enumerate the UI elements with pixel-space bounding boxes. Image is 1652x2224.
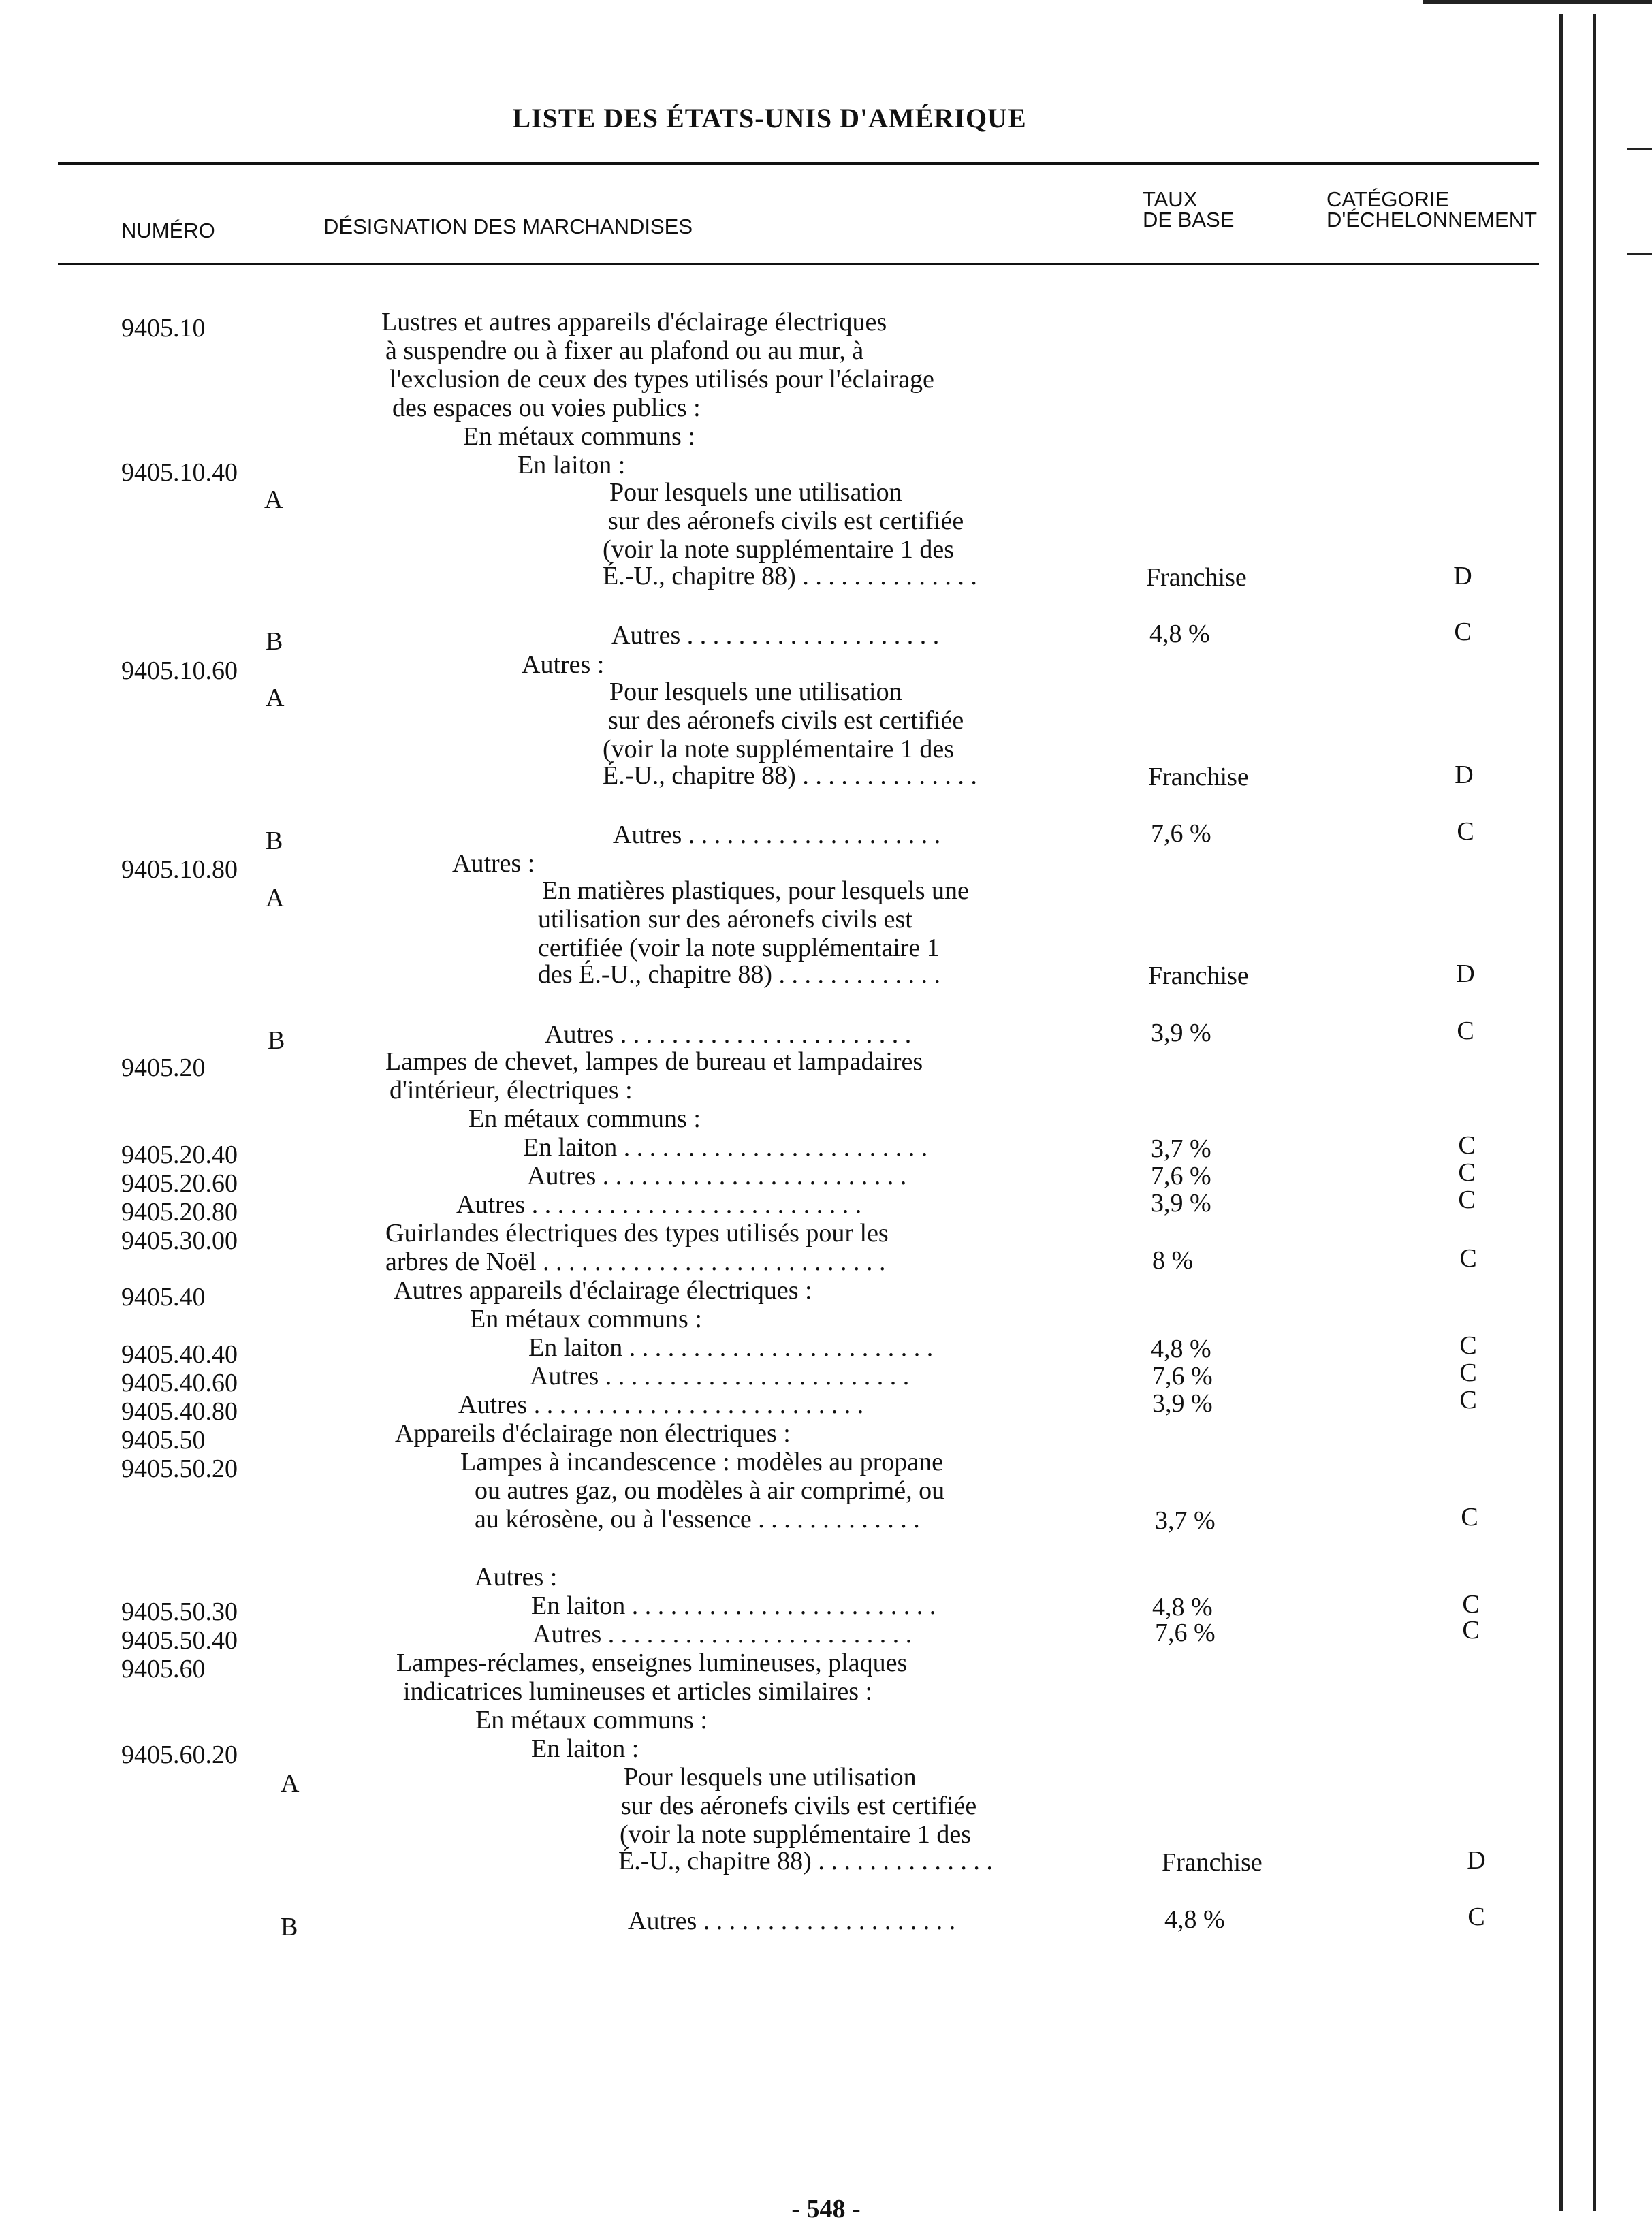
designation-line: ou autres gaz, ou modèles à air comprimé, ou <box>475 1476 945 1505</box>
designation-line: arbres de Noël . . . . . . . . . . . . . . . . . . . . . . . . . . . <box>385 1248 886 1276</box>
tariff-code: 9405.10.40 <box>121 458 238 487</box>
scan-edge-right-outer <box>1593 14 1596 2211</box>
staging-category: C <box>1457 817 1474 846</box>
designation-line: É.-U., chapitre 88) . . . . . . . . . . . . . . <box>618 1847 993 1875</box>
designation-line: sur des aéronefs civils est certifiée <box>621 1792 977 1820</box>
base-rate: 3,7 % <box>1155 1506 1216 1535</box>
designation-line: Appareils d'éclairage non électriques : <box>395 1419 791 1448</box>
staging-category: C <box>1459 1359 1477 1387</box>
tariff-code: 9405.50.30 <box>121 1598 238 1626</box>
designation-line: En laiton . . . . . . . . . . . . . . . . . . . . . . . . <box>523 1133 928 1162</box>
scan-tick-2 <box>1627 253 1652 255</box>
tariff-code: 9405.40 <box>121 1283 206 1312</box>
sub-item-letter: B <box>268 1026 285 1055</box>
header-categorie-2: D'ÉCHELONNEMENT <box>1327 208 1538 232</box>
designation-line: Autres . . . . . . . . . . . . . . . . . . . . . . . . . . <box>458 1391 864 1419</box>
scan-edge-right <box>1559 14 1563 2211</box>
sub-item-letter: A <box>266 684 285 712</box>
base-rate: 7,6 % <box>1151 819 1211 848</box>
staging-category: D <box>1455 761 1474 789</box>
designation-line: En métaux communs : <box>463 422 695 451</box>
designation-line: Guirlandes électriques des types utilisés pour les <box>385 1219 889 1248</box>
base-rate: Franchise <box>1148 962 1249 990</box>
sub-item-letter: A <box>281 1769 300 1798</box>
designation-line: Autres . . . . . . . . . . . . . . . . . . . . . . . . <box>533 1620 912 1649</box>
designation-line: En laiton : <box>531 1734 639 1763</box>
sub-item-letter: A <box>266 884 285 912</box>
tariff-code: 9405.20.80 <box>121 1198 238 1226</box>
base-rate: 7,6 % <box>1152 1362 1213 1391</box>
designation-line: Pour lesquels une utilisation <box>609 478 902 507</box>
designation-line: En laiton : <box>518 451 626 479</box>
staging-category: C <box>1459 1331 1477 1360</box>
base-rate: Franchise <box>1146 563 1247 592</box>
scan-edge-top <box>1423 0 1652 4</box>
base-rate: 3,7 % <box>1151 1134 1211 1163</box>
sub-item-letter: B <box>266 627 283 656</box>
designation-line: l'exclusion de ceux des types utilisés pour l'éclairage <box>390 365 934 394</box>
designation-line: (voir la note supplémentaire 1 des <box>603 535 955 564</box>
header-top-rule <box>58 162 1539 165</box>
designation-line: Autres : <box>475 1563 558 1591</box>
staging-category: C <box>1458 1158 1476 1187</box>
base-rate: Franchise <box>1148 763 1249 791</box>
staging-category: D <box>1467 1846 1486 1875</box>
tariff-code: 9405.20.60 <box>121 1169 238 1198</box>
staging-category: C <box>1459 1244 1477 1273</box>
tariff-code: 9405.40.80 <box>121 1397 238 1426</box>
staging-category: C <box>1462 1590 1480 1619</box>
header-taux-1: TAUX <box>1143 187 1198 211</box>
base-rate: 3,9 % <box>1151 1189 1211 1218</box>
designation-line: Autres : <box>522 650 605 679</box>
scan-tick-1 <box>1627 148 1652 150</box>
staging-category: C <box>1454 618 1472 646</box>
tariff-code: 9405.40.40 <box>121 1340 238 1369</box>
designation-line: à suspendre ou à fixer au plafond ou au mur, à <box>385 336 864 365</box>
base-rate: 4,8 % <box>1149 620 1210 648</box>
designation-line: Autres . . . . . . . . . . . . . . . . . . . . <box>611 621 940 650</box>
designation-line: En métaux communs : <box>468 1105 701 1133</box>
base-rate: Franchise <box>1162 1848 1262 1877</box>
designation-line: É.-U., chapitre 88) . . . . . . . . . . . . . . <box>603 761 977 790</box>
designation-line: (voir la note supplémentaire 1 des <box>603 735 955 763</box>
base-rate: 4,8 % <box>1151 1335 1211 1363</box>
tariff-code: 9405.50.20 <box>121 1455 238 1483</box>
designation-line: En laiton . . . . . . . . . . . . . . . . . . . . . . . . <box>531 1591 936 1620</box>
base-rate: 4,8 % <box>1164 1905 1225 1934</box>
staging-category: C <box>1457 1017 1474 1045</box>
tariff-code: 9405.50.40 <box>121 1626 238 1655</box>
staging-category: C <box>1458 1186 1476 1214</box>
designation-line: au kérosène, ou à l'essence . . . . . . . . . . . . . <box>475 1505 920 1534</box>
designation-line: É.-U., chapitre 88) . . . . . . . . . . . . . . <box>603 562 977 590</box>
designation-line: d'intérieur, électriques : <box>390 1076 633 1105</box>
base-rate: 4,8 % <box>1152 1593 1213 1621</box>
page-title: LISTE DES ÉTATS-UNIS D'AMÉRIQUE <box>512 103 1027 133</box>
base-rate: 7,6 % <box>1155 1619 1216 1647</box>
designation-line: Autres . . . . . . . . . . . . . . . . . . . . . . . . <box>530 1362 910 1391</box>
designation-line: des É.-U., chapitre 88) . . . . . . . . . . . . . <box>538 960 940 989</box>
designation-line: En laiton . . . . . . . . . . . . . . . . . . . . . . . . <box>528 1333 934 1362</box>
tariff-code: 9405.10.80 <box>121 855 238 884</box>
base-rate: 8 % <box>1152 1246 1194 1275</box>
designation-line: En métaux communs : <box>470 1305 702 1333</box>
page-number: - 548 - <box>791 2195 861 2223</box>
sub-item-letter: B <box>281 1913 298 1941</box>
header-numero: NUMÉRO <box>121 219 215 242</box>
designation-line: Pour lesquels une utilisation <box>609 678 902 706</box>
designation-line: (voir la note supplémentaire 1 des <box>620 1820 972 1849</box>
staging-category: C <box>1458 1131 1476 1160</box>
tariff-code: 9405.60 <box>121 1655 206 1683</box>
designation-line: Lampes à incandescence : modèles au propane <box>460 1448 944 1476</box>
staging-category: C <box>1467 1903 1485 1931</box>
designation-line: des espaces ou voies publics : <box>392 394 701 422</box>
tariff-code: 9405.30.00 <box>121 1226 238 1255</box>
designation-line: sur des aéronefs civils est certifiée <box>608 507 964 535</box>
tariff-code: 9405.60.20 <box>121 1741 238 1769</box>
designation-line: sur des aéronefs civils est certifiée <box>608 706 964 735</box>
designation-line: Autres appareils d'éclairage électriques : <box>394 1276 812 1305</box>
designation-line: Autres . . . . . . . . . . . . . . . . . . . . . . . . <box>527 1162 907 1190</box>
designation-line: Autres . . . . . . . . . . . . . . . . . . . . <box>628 1907 956 1935</box>
designation-line: En métaux communs : <box>475 1706 708 1734</box>
header-designation: DÉSIGNATION DES MARCHANDISES <box>323 215 693 238</box>
designation-line: Autres . . . . . . . . . . . . . . . . . . . . <box>613 821 941 849</box>
tariff-code: 9405.50 <box>121 1426 206 1455</box>
header-taux-2: DE BASE <box>1143 208 1235 232</box>
designation-line: Autres . . . . . . . . . . . . . . . . . . . . . . . <box>545 1020 912 1049</box>
tariff-code: 9405.20 <box>121 1053 206 1082</box>
tariff-code: 9405.10 <box>121 314 206 343</box>
staging-category: C <box>1462 1616 1480 1645</box>
base-rate: 7,6 % <box>1151 1162 1211 1190</box>
staging-category: C <box>1459 1386 1477 1414</box>
tariff-code: 9405.40.60 <box>121 1369 238 1397</box>
designation-line: certifiée (voir la note supplémentaire 1 <box>538 934 940 962</box>
designation-line: Lampes-réclames, enseignes lumineuses, plaques <box>396 1649 908 1677</box>
designation-line: Autres . . . . . . . . . . . . . . . . . . . . . . . . . . <box>456 1190 862 1219</box>
header-categorie-1: CATÉGORIE <box>1327 187 1450 211</box>
designation-line: Lustres et autres appareils d'éclairage électriques <box>381 308 887 336</box>
staging-category: D <box>1453 562 1472 590</box>
designation-line: Autres : <box>452 849 535 878</box>
staging-category: C <box>1461 1503 1478 1531</box>
base-rate: 3,9 % <box>1152 1389 1213 1418</box>
base-rate: 3,9 % <box>1151 1019 1211 1047</box>
sub-item-letter: A <box>264 486 283 514</box>
tariff-code: 9405.20.40 <box>121 1141 238 1169</box>
tariff-code: 9405.10.60 <box>121 656 238 685</box>
designation-line: Lampes de chevet, lampes de bureau et lampadaires <box>385 1047 923 1076</box>
designation-line: Pour lesquels une utilisation <box>624 1763 917 1792</box>
staging-category: D <box>1456 959 1475 988</box>
header-bottom-rule <box>58 263 1539 265</box>
designation-line: En matières plastiques, pour lesquels une <box>542 876 969 905</box>
sub-item-letter: B <box>266 827 283 855</box>
designation-line: utilisation sur des aéronefs civils est <box>538 905 912 934</box>
designation-line: indicatrices lumineuses et articles similaires : <box>403 1677 873 1706</box>
